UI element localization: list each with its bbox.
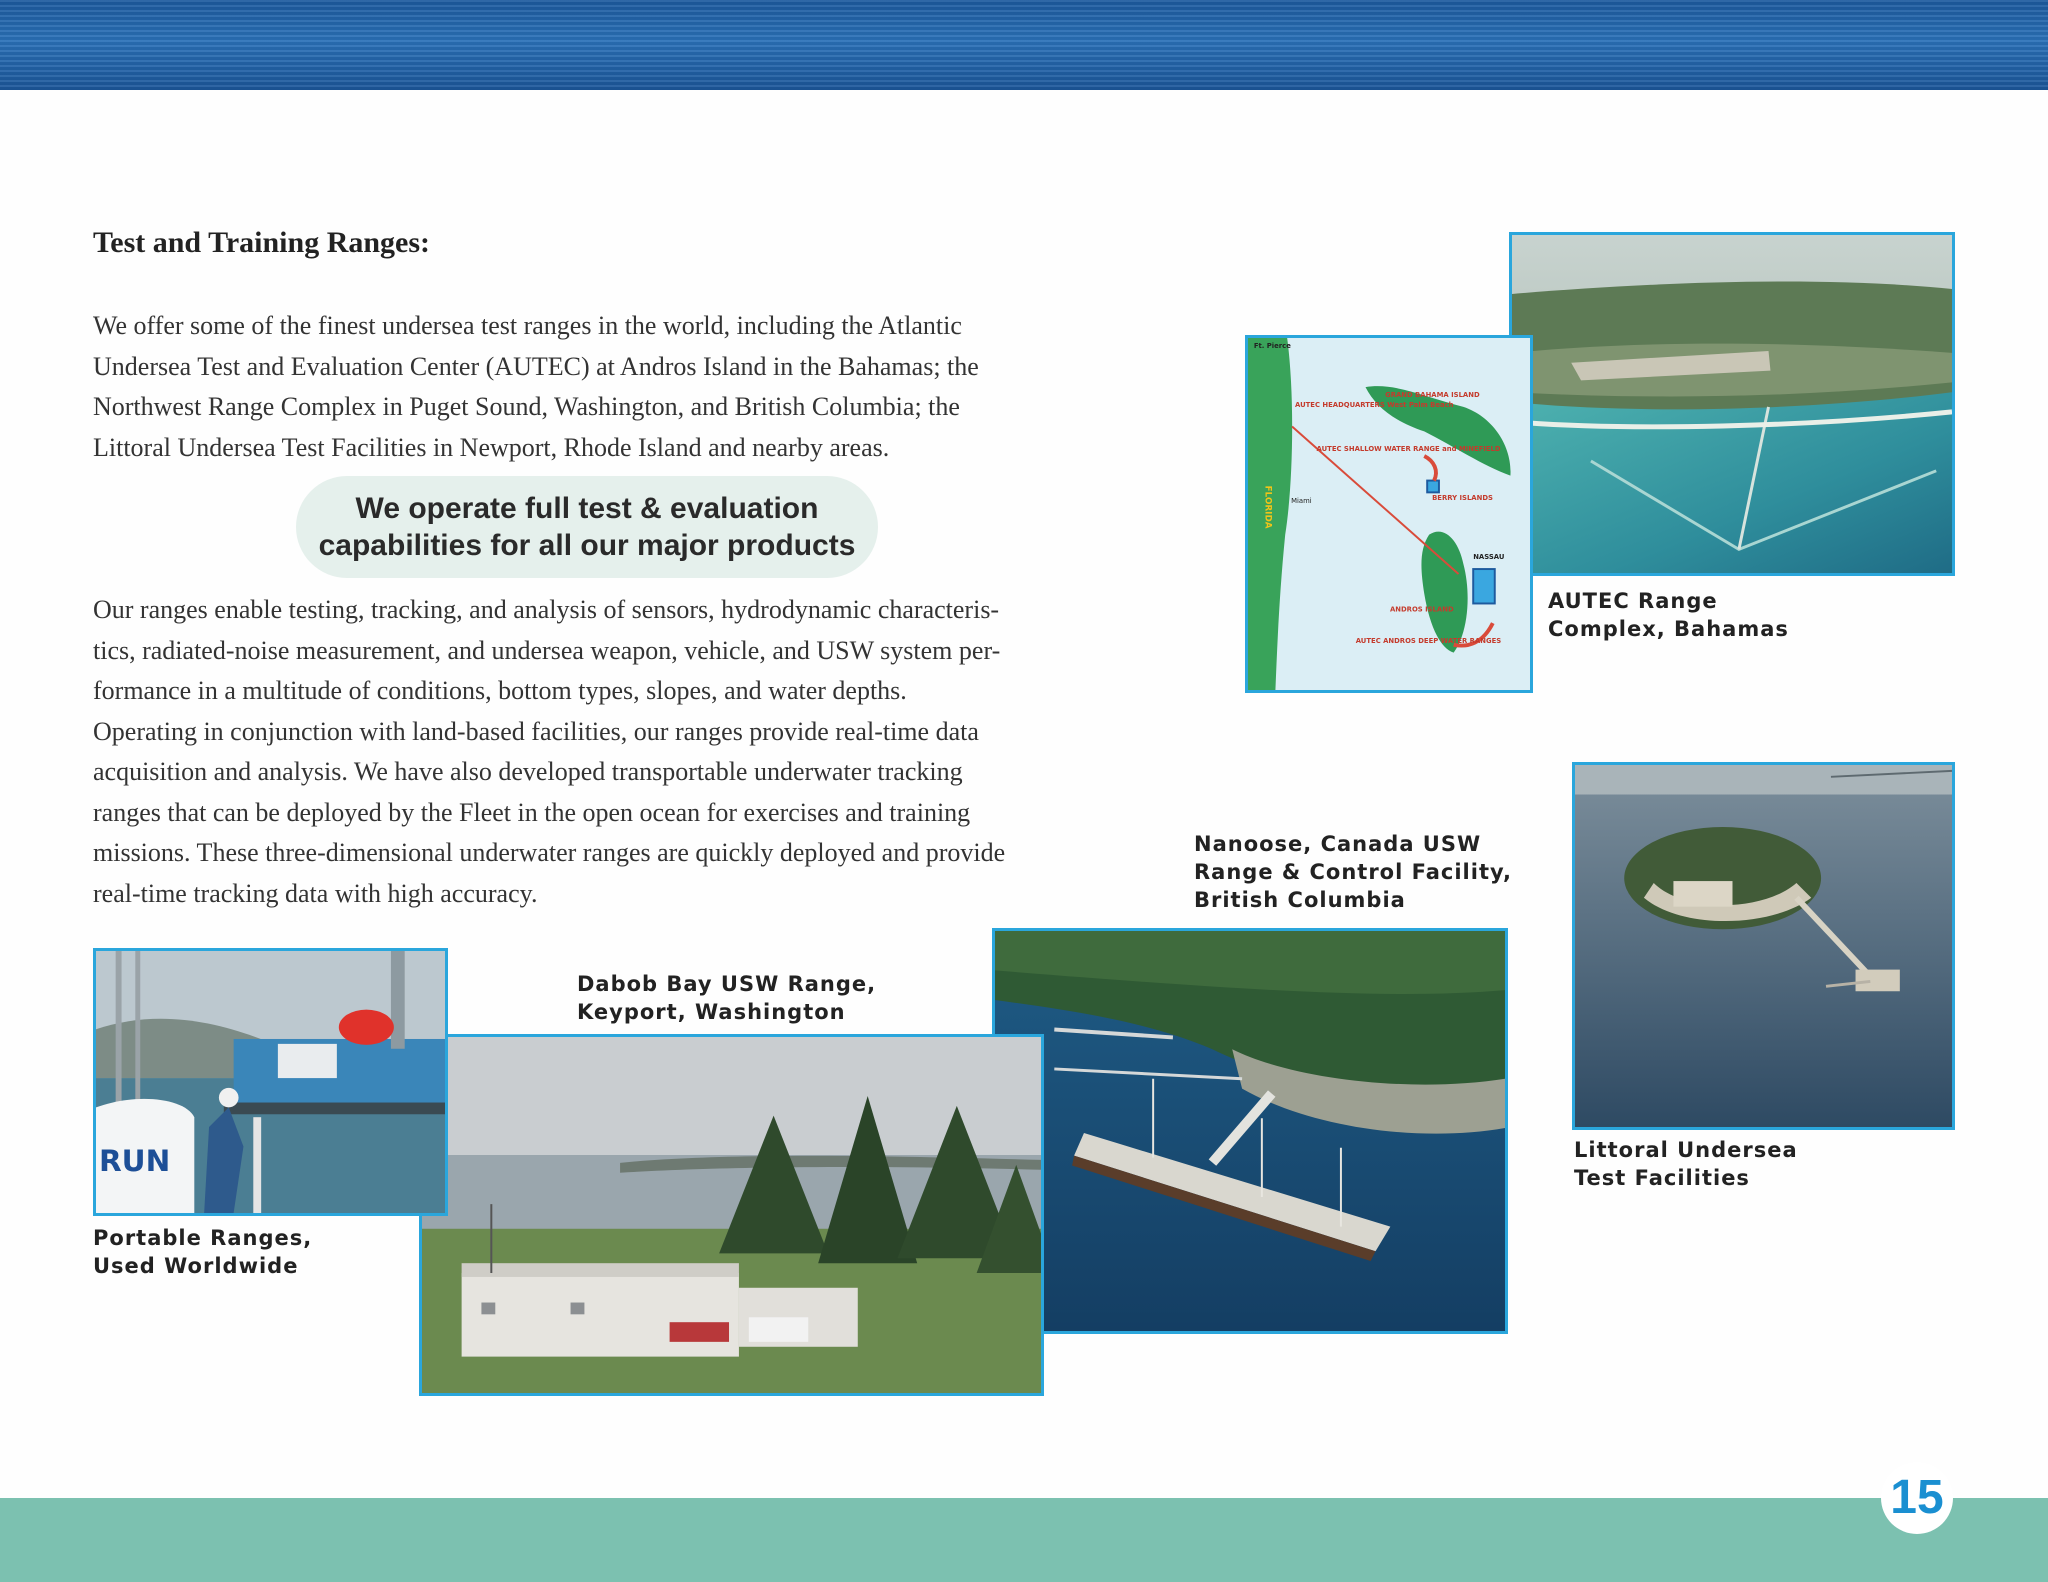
caption-littoral: Littoral Undersea Test Facilities [1574,1138,1798,1190]
littoral-aerial-photo [1572,762,1955,1130]
map-label-miami: Miami [1291,497,1312,506]
bottom-band [0,1498,2048,1582]
dabob-bay-photo [419,1034,1044,1396]
autec-aerial-photo [1509,232,1955,576]
map-label-deep: AUTEC ANDROS DEEP WATER RANGES [1355,636,1502,645]
caption-nanoose: Nanoose, Canada USW Range & Control Facility, British Columbia [1194,832,1513,912]
map-label-grand-bahama: GRAND BAHAMA ISLAND [1385,390,1480,399]
map-label-shallow: AUTEC SHALLOW WATER RANGE and MINEFIELD [1316,445,1501,454]
map-label-headquarters: AUTEC HEADQUARTERS West Palm Beach [1295,400,1454,409]
map-label-ft-pierce: Ft. Pierce [1253,341,1291,350]
capabilities-paragraph: Our ranges enable testing, tracking, and analysis of sensors, hydrodynamic characteris- tics, radiated-noise measurement, and undersea weapon, vehicle, and USW system per- formance in a multitude of conditions, bottom types, slopes, and water depths. Operating in conjunction with land-based facilities, our ranges provide real-time data acquisition and analysis. We have also developed transportable underwater tracking ranges that can be deployed by the Fleet in the open ocean for exercises and training missions. These three-dimensional underwater ranges are quickly deployed and provide real-time tracking data with high accuracy. [93,595,1006,908]
caption-portable: Portable Ranges, Used Worldwide [93,1226,313,1278]
section-heading: Test and Training Ranges: [93,226,431,259]
intro-paragraph: We offer some of the finest undersea test ranges in the world, including the Atlantic Undersea Test and Evaluation Center (AUTEC) at Andros Island in the Bahamas; the Northwest Range Complex in Puget Sound, Washington, and British Columbia; the Littoral Undersea Test Facilities in Newport, Rhode Island and nearby areas. [93,311,979,462]
caption-dabob: Dabob Bay USW Range, Keyport, Washington [577,972,877,1024]
callout-pill: We operate full test & evaluation capabilities for all our major products [296,476,878,578]
map-label-nassau: NASSAU [1473,553,1505,562]
map-label-florida: FLORIDA [1262,485,1273,529]
map-label-andros: ANDROS ISLAND [1389,605,1454,614]
autec-range-map [1245,335,1533,693]
portable-ranges-photo [93,948,448,1216]
top-banner [0,0,2048,90]
caption-autec: AUTEC Range Complex, Bahamas [1548,589,1789,641]
nanoose-aerial-photo [992,928,1508,1334]
map-label-berry: BERRY ISLANDS [1432,494,1493,503]
buoy-lettering: RUN [98,1144,171,1178]
page-number: 15 [1881,1462,1953,1534]
